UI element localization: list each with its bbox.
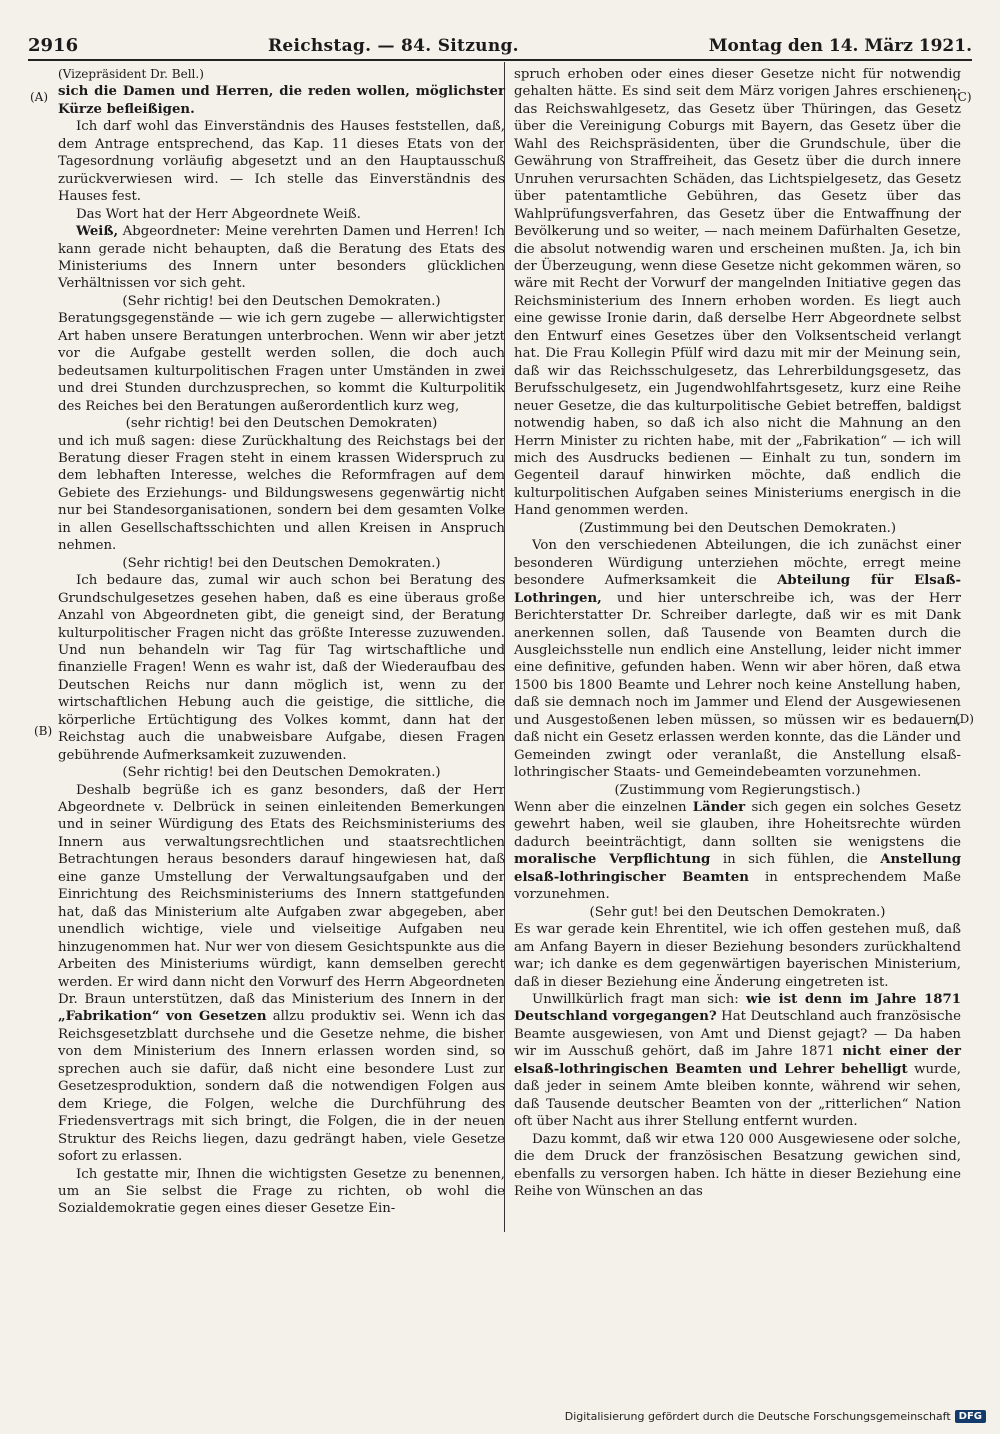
speech-text: Hat Deutschland auch französische Beamte ausgewiesen, von Amt und Dienst gejagt? — Da haben wir im Ausschuß gehört, daß im Jahre 1871 xyxy=(514,1009,961,1060)
header-date: Montag den 14. März 1921. xyxy=(708,36,972,56)
margin-marker-d: (D) xyxy=(955,712,974,726)
paragraph: Es war gerade kein Ehrentitel, wie ich offen gestehen muß, daß am Anfang Bayern in dieser Beziehung besonders zurückhaltend war; ich danke es dem gegenwärtigen bayerischen Ministerium, daß in dieser Beziehung eine Änderung eingetreten ist. xyxy=(514,922,961,990)
speech-text: Unwillkürlich fragt man sich: xyxy=(532,992,746,1008)
speech-text: Abgeordneter: Meine verehrten Damen und Herren! Ich kann gerade nicht behaupten, daß die Beratung des Etats des Ministeriums des Innern unter besonders glücklichen Verhältnissen vor sich geht. xyxy=(58,224,505,292)
paragraph: Beratungsgegenstände — wie ich gern zugebe — allerwichtigster Art haben unsere Beratungen unterbrochen. Wenn wir aber jetzt vor die Aufgabe gestellt werden sollen, die doch auch bedeutsamen kulturpolitischen Fragen unter Umständen in zwei und drei Stunden durchzusprechen, so kommt die Kulturpolitik des Reiches bei den Beratungen außerordentlich kurz weg, xyxy=(58,311,505,414)
interjection: (sehr richtig! bei den Deutschen Demokraten) xyxy=(125,416,438,432)
footer xyxy=(565,1410,986,1423)
interjection: (Zustimmung bei den Deutschen Demokraten.) xyxy=(578,520,897,536)
paragraph: Ich gestatte mir, Ihnen die wichtigsten Gesetze zu benennen, um an Sie selbst die Frage zu richten, ob wohl die Sozialdemokratie gegen eines dieser Gesetze Ein- xyxy=(58,1166,505,1217)
margin-marker-c: (C) xyxy=(953,90,972,104)
paragraph: Ich darf wohl das Einverständnis des Hauses feststellen, daß, dem Antrage entsprechend, das Kap. 11 dieses Etats von der Tagesordnung vorläufig abgesetzt und an den Hauptausschuß zurückverwiesen wird. — Ich stelle das Einverständnis des Hauses fest. xyxy=(58,119,505,205)
paragraph: Ich bedaure das, zumal wir auch schon bei Beratung des Grundschulgesetzes gesehen haben, daß es eine überaus große Anzahl von Abgeordneten gibt, die geneigt sind, der Beratung kulturpolitischer Fragen nicht das größte Interesse zuzuwenden. Und nun behandeln wir Tag für Tag wirtschaftliche und finanzielle Fragen! Wenn es wahr ist, daß der Wiederaufbau des Deutschen Reichs nur dann möglich ist, wenn zu der wirtschaftlichen Hebung auch die geistige, die sittliche, die körperliche Ertüchtigung des Volkes kommt, dann hat der Reichstag auch die unabweisbare Aufgabe, diesen Fragen gebührende Aufmerksamkeit zuzuwenden. xyxy=(58,573,505,763)
page-header xyxy=(28,30,972,61)
page-number: 2916 xyxy=(28,35,79,56)
interjection: (Sehr richtig! bei den Deutschen Demokraten.) xyxy=(122,555,441,571)
paragraph xyxy=(58,83,505,118)
bold-text: nicht einer der elsaß-lothringischen Beamten und Lehrer behelligt xyxy=(514,1044,961,1077)
speaker-context: (Vizepräsident Dr. Bell.) xyxy=(58,67,204,81)
interjection: (Sehr richtig! bei den Deutschen Demokraten.) xyxy=(122,293,441,309)
speech-text: und hier unterschreibe ich, was der Herr Berichterstatter Dr. Schreiber darlegte, daß wir es mit Dank anerkennen sollen, daß Tausende von Beamten durch die Ausgleichsstelle nun endlich eine Anstellung, leider nicht immer eine definitive, gefunden haben. Wenn wir aber hören, daß etwa 1500 bis 1800 Beamte und Lehrer noch keine Anstellung haben, daß sie demnach noch im Jammer und Elend der Ausgewiesenen und Ausgestoßenen leben müssen, so müssen wir es bedauern, daß nicht ein Gesetz erlassen werden konnte, das die Länder und Gemeinden zwingt oder veranlaßt, die Anstellung elsaß-lothringischer Staats- und Gemeindebeamten vorzunehmen. xyxy=(514,590,961,781)
bold-text: Länder xyxy=(692,800,746,816)
bold-text: „Fabrikation“ von Gesetzen xyxy=(58,1009,267,1025)
bold-text: moralische Verpflichtung xyxy=(514,852,711,868)
right-column xyxy=(514,66,961,1200)
paragraph xyxy=(514,991,961,1131)
speech-text: in sich fühlen, die xyxy=(710,852,881,868)
paragraph xyxy=(58,782,505,1166)
margin-marker-a: (A) xyxy=(30,90,49,104)
paragraph xyxy=(514,799,961,904)
speech-text: allzu produktiv sei. Wenn ich das Reichsgesetzblatt durchsehe und die Gesetze nehme, die bisher von dem Ministerium des Innern erlassen worden sind, so sprechen auch sie dafür, daß nicht eine besondere Lust zur Gesetzesproduktion, sondern daß die notwendigen Folgen aus dem Kriege, die Folgen, welche die Durchführung des Friedensvertrags mit sich bringt, die Folgen, die in der neuen Struktur des Reichs liegen, dazu gedrängt haben, viele Gesetze sofort zu erlassen. xyxy=(58,1009,505,1165)
interjection: (Zustimmung vom Regierungstisch.) xyxy=(614,782,861,798)
bold-text: sich die Damen und Herren, die reden wollen, möglichster Kürze befleißigen. xyxy=(58,84,505,117)
speech-text: sich gegen ein solches Gesetz gewehrt haben, weil sie glauben, ihre Hoheitsrechte würden dadurch beeinträchtigt, dann sollten sie wenigstens die xyxy=(514,800,961,850)
bold-text: Anstellung elsaß-lothringischer Beamten xyxy=(514,852,961,885)
margin-marker-b: (B) xyxy=(34,724,53,738)
paragraph xyxy=(58,223,505,293)
speech-text: Wenn aber die einzelnen xyxy=(514,800,693,816)
speech-text: wurde, daß jeder in seinem Amte bleiben konnte, während wir sehen, daß Tausende deutscher Beamten von der „ritterlichen“ Nation oft über Nacht aus ihrer Stellung entfernt wurden. xyxy=(514,1061,961,1130)
interjection: (Sehr gut! bei den Deutschen Demokraten.) xyxy=(589,904,886,920)
speaker-name: Weiß, xyxy=(76,224,119,240)
speech-text: Deshalb begrüße ich es ganz besonders, daß der Herr Abgeordnete v. Delbrück in seinen einleitenden Bemerkungen und in seiner Würdigung des Etats des Reichsministeriums des Innern aus verwaltungsrechtlichen und staatsrechtlichen Betrachtungen heraus besonders darauf hingewiesen hat, daß eine ganze Umstellung der Verwaltungsaufgaben und der Einrichtung des Reichsministeriums des Innern stattgefunden hat, daß das Ministerium alte Aufgaben zwar abgegeben, aber unendlich wichtige, viele und vielseitige Aufgaben neu hinzugenommen hat. Nur wer von diesem Gesichtspunkte aus die Arbeiten des Ministeriums würdigt, kann demselben gerecht werden. Er wird dann nicht den Vorwurf des Herrn Abgeordneten Dr. Braun unterstützen, daß das Ministerium des Innern in der xyxy=(58,782,505,1008)
header-title: Reichstag. — 84. Sitzung. xyxy=(267,36,519,56)
paragraph: Das Wort hat der Herr Abgeordnete Weiß. xyxy=(76,206,361,222)
left-column xyxy=(58,66,505,1218)
dfg-logo: DFG xyxy=(955,1410,986,1423)
paragraph: spruch erhoben oder eines dieser Gesetze nicht für notwendig gehalten hätte. Es sind seit dem März vorigen Jahres erschienen: das Reichswahlgesetz, das Gesetz über Thüringen, das Gesetz über die Vereinigung Coburgs mit Bayern, das Gesetz über die Wahl des Reichspräsidenten, über die Grundschule, über die Gewährung von Straffreiheit, das Gesetz über die durch innere Unruhen verursachten Schäden, das Lichtspielgesetz, das Gesetz über patentamtliche Gebühren, das Gesetz über das Wahlprüfungsverfahren, das Gesetz über die Entwaffnung der Bevölkerung und so weiter, — nach meinem Dafürhalten Gesetze, die absolut notwendig waren und erscheinen mußten. Ja, ich bin der Überzeugung, wenn diese Gesetze nicht gekommen wären, so wäre mit Recht der Vorwurf der mangelnden Initiative gegen das Reichsministerium des Innern erhoben worden. Es liegt auch eine gewisse Ironie darin, daß derselbe Herr Abgeordnete selbst den Entwurf eines Gesetzes über den Volksentscheid verlangt hat. Die Frau Kollegin Pfülf wird dazu mit mir der Meinung sein, daß wir das Reichsschulgesetz, das Lehrerbildungsgesetz, das Berufsschulgesetz, ein Jugendwohlfahrtsgesetz, kurz eine Reihe neuer Gesetze, die das kulturpolitische Gebiet betreffen, baldigst notwendig haben, so daß ich also nicht die Mahnung an den Herrn Minister zu richten habe, mit der „Fabrikation“ — ich will mich des Ausdrucks bedienen — Einhalt zu tun, sondern im Gegenteil darauf hinwirken möchte, daß endlich die kulturpolitischen Aufgaben seines Ministeriums energisch in die Hand genommen werden. xyxy=(514,67,961,519)
speech-text: in entsprechendem Maße vorzunehmen. xyxy=(514,869,961,903)
bold-text: Abteilung für Elsaß-Lothringen, xyxy=(514,573,961,606)
paragraph: Dazu kommt, daß wir etwa 120 000 Ausgewiesene oder solche, die dem Druck der französischen Besatzung gewichen sind, ebenfalls zu versorgen haben. Ich hätte in dieser Beziehung eine Reihe von Wünschen an das xyxy=(514,1131,961,1199)
speech-text: Von den verschiedenen Abteilungen, die ich zunächst einer besonderen Würdigung unterziehen möchte, erregt meine besondere Aufmerksamkeit die xyxy=(514,538,961,589)
interjection: (Sehr richtig! bei den Deutschen Demokraten.) xyxy=(122,765,441,781)
bold-text: wie ist denn im Jahre 1871 Deutschland vorgegangen? xyxy=(514,992,961,1025)
paragraph: und ich muß sagen: diese Zurückhaltung des Reichstags bei der Beratung dieser Fragen steht in einem krassen Widerspruch zu dem lebhaften Interesse, welches die Reformfragen auf dem Gebiete des Erziehungs- und Bildungswesens gegenwärtig nicht nur bei Standesorganisationen, sondern bei dem gesamten Volke in allen Gesellschaftsschichten und allen Kreisen in Anspruch nehmen. xyxy=(58,433,505,554)
paragraph xyxy=(514,537,961,781)
footer-text: Digitalisierung gefördert durch die Deutsche Forschungsgemeinschaft xyxy=(564,1410,951,1423)
